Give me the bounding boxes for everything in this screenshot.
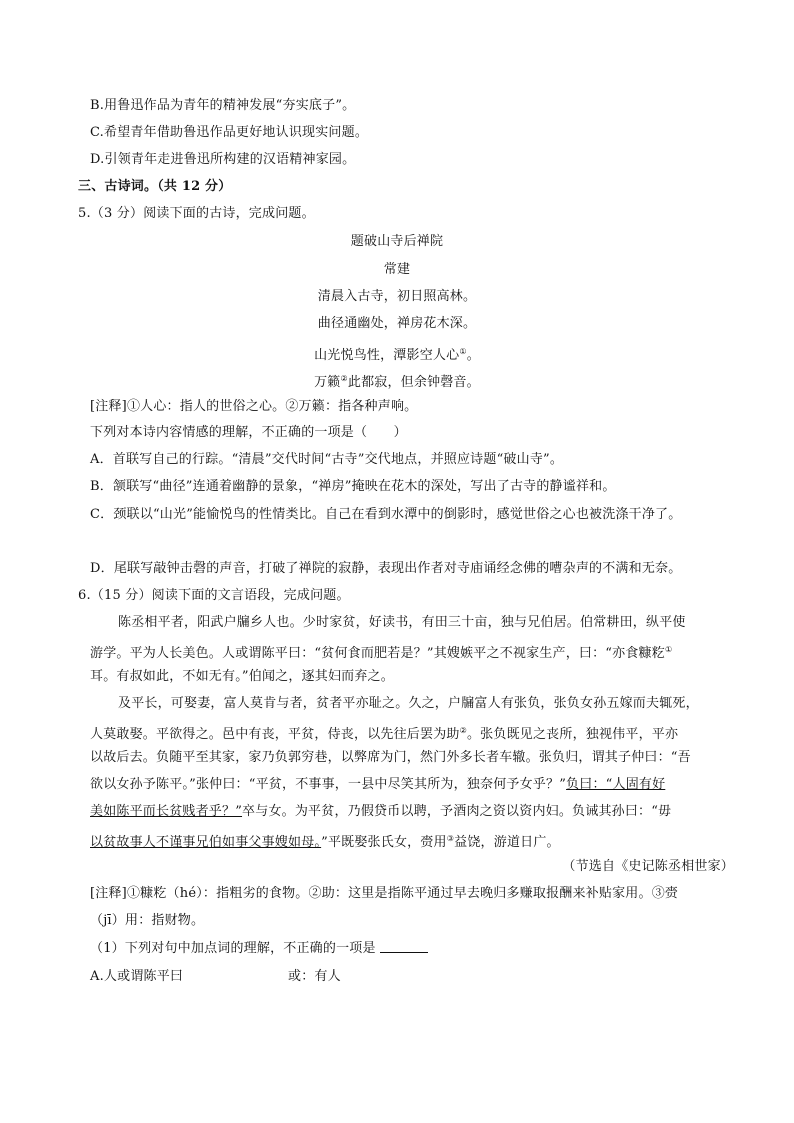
q5-option-a: A．首联写自己的行踪。“清晨”交代时间“古寺”交代地点，并照应诗题“破山寺”。 bbox=[90, 452, 564, 467]
underlined-sentence-2: 以贫故事人不谨事兄伯如事父事嫂如母。 bbox=[90, 835, 322, 850]
q5-option-d: D．尾联写敲钟击磬的声音，打破了禅院的寂静，表现出作者对寺庙诵经念佛的嘈杂声的不满和无奈。 bbox=[90, 561, 682, 576]
question-6-heading: 6.（15 分）阅读下面的文言语段，完成问题。 bbox=[78, 588, 350, 603]
answer-blank[interactable] bbox=[380, 940, 428, 953]
passage-p1-line-3: 耳。有叔如此，不如无有。”伯闻之，逐其妇而弃之。 bbox=[90, 669, 394, 684]
sub-option-a-explanation: 或：有人 bbox=[288, 969, 341, 984]
passage-p2-line-2: 人莫敢娶。平欲得之。邑中有丧，平贫，侍丧，以先往后罢为助②。张负既见之丧所，独视伟平，平亦 bbox=[90, 726, 679, 742]
passage-source: （节选自《史记陈丞相世家） bbox=[562, 859, 734, 874]
option-d: D.引领青年走进鲁迅所构建的汉语精神家园。 bbox=[90, 152, 356, 167]
passage-p1-line-1: 陈丞相平者，阳武户牖乡人也。少时家贫，好读书，有田三十亩，独与兄伯居。伯常耕田，纵平使 bbox=[118, 615, 686, 630]
underlined-sentence-1: 负曰：“人固有好 bbox=[566, 777, 666, 792]
poem-line-3: 山光悦鸟性，潭影空人心①。 bbox=[314, 347, 480, 363]
passage-p1-line-2: 游学。平为人长美色。人或谓陈平曰：“贫何食而肥若是？”其嫂嫉平之不视家生产，曰：“亦食糠籺① bbox=[90, 645, 673, 661]
underlined-sentence-1-cont: 美如陈平而长贫贱者乎？” bbox=[90, 804, 243, 819]
passage-p2-line-1: 及平长，可娶妻，富人莫肯与者，贫者平亦耻之。久之，户牖富人有张负，张负女孙五嫁而夫辄死， bbox=[118, 696, 699, 711]
option-b: B.用鲁迅作品为青年的精神发展“夯实底子”。 bbox=[90, 98, 356, 113]
poem-note: [注释]①人心：指人的世俗之心。②万籁：指各种声响。 bbox=[90, 399, 418, 414]
section-heading: 三、古诗词。（共 12 分） bbox=[78, 179, 232, 194]
poem-line-4: 万籁②此都寂，但余钟磬音。 bbox=[314, 374, 480, 390]
poem-line-1: 清晨入古寺，初日照高林。 bbox=[317, 289, 477, 304]
passage-p2-line-3: 以故后去。负随平至其家，家乃负郭穷巷，以弊席为门，然门外多长者车辙。张负归，谓其子仲曰：“吾 bbox=[90, 750, 691, 765]
passage-note-2: （jī）用：指财物。 bbox=[90, 913, 205, 928]
poem-title: 题破山寺后禅院 bbox=[350, 234, 444, 249]
sub-option-a: A.人或谓陈平曰 bbox=[90, 969, 184, 984]
passage-p2-line-6: 以贫故事人不谨事兄伯如事父事嫂如母。”平既娶张氏女，赍用③益饶，游道日广。 bbox=[90, 834, 560, 850]
poem-line-2: 曲径通幽处，禅房花木深。 bbox=[317, 316, 477, 331]
question-5-stem: 下列对本诗内容情感的理解，不正确的一项是（ ） bbox=[90, 425, 407, 440]
sub-question-1: （1）下列对句中加点词的理解，不正确的一项是 bbox=[90, 940, 428, 958]
q5-option-b: B．颔联写“曲径”连通着幽静的景象，“禅房”掩映在花木的深处，写出了古寺的静谧祥和。 bbox=[90, 479, 616, 494]
option-c: C.希望青年借助鲁迅作品更好地认识现实问题。 bbox=[90, 125, 369, 140]
q5-option-c: C．颈联以“山光”能愉悦鸟的性情类比。自己在看到水潭中的倒影时，感觉世俗之心也被洗涤干净了。 bbox=[90, 507, 682, 522]
passage-note-1: [注释]①糠籺（hé）：指粗劣的食物。②助：这里是指陈平通过早去晚归多赚取报酬来补贴家用。③赍 bbox=[90, 886, 679, 901]
passage-p2-line-5: 美如陈平而长贫贱者乎？”卒与女。为平贫，乃假贷币以聘，予酒肉之资以资内妇。负诫其孙曰：“毋 bbox=[90, 804, 672, 819]
poem-author: 常建 bbox=[383, 262, 411, 277]
question-5-heading: 5.（3 分）阅读下面的古诗，完成问题。 bbox=[78, 206, 315, 221]
passage-p2-line-4: 欲以女孙予陈平。”张仲曰：“平贫，不事事，一县中尽笑其所为，独奈何予女乎？”负曰：“人固有好 bbox=[90, 777, 666, 792]
